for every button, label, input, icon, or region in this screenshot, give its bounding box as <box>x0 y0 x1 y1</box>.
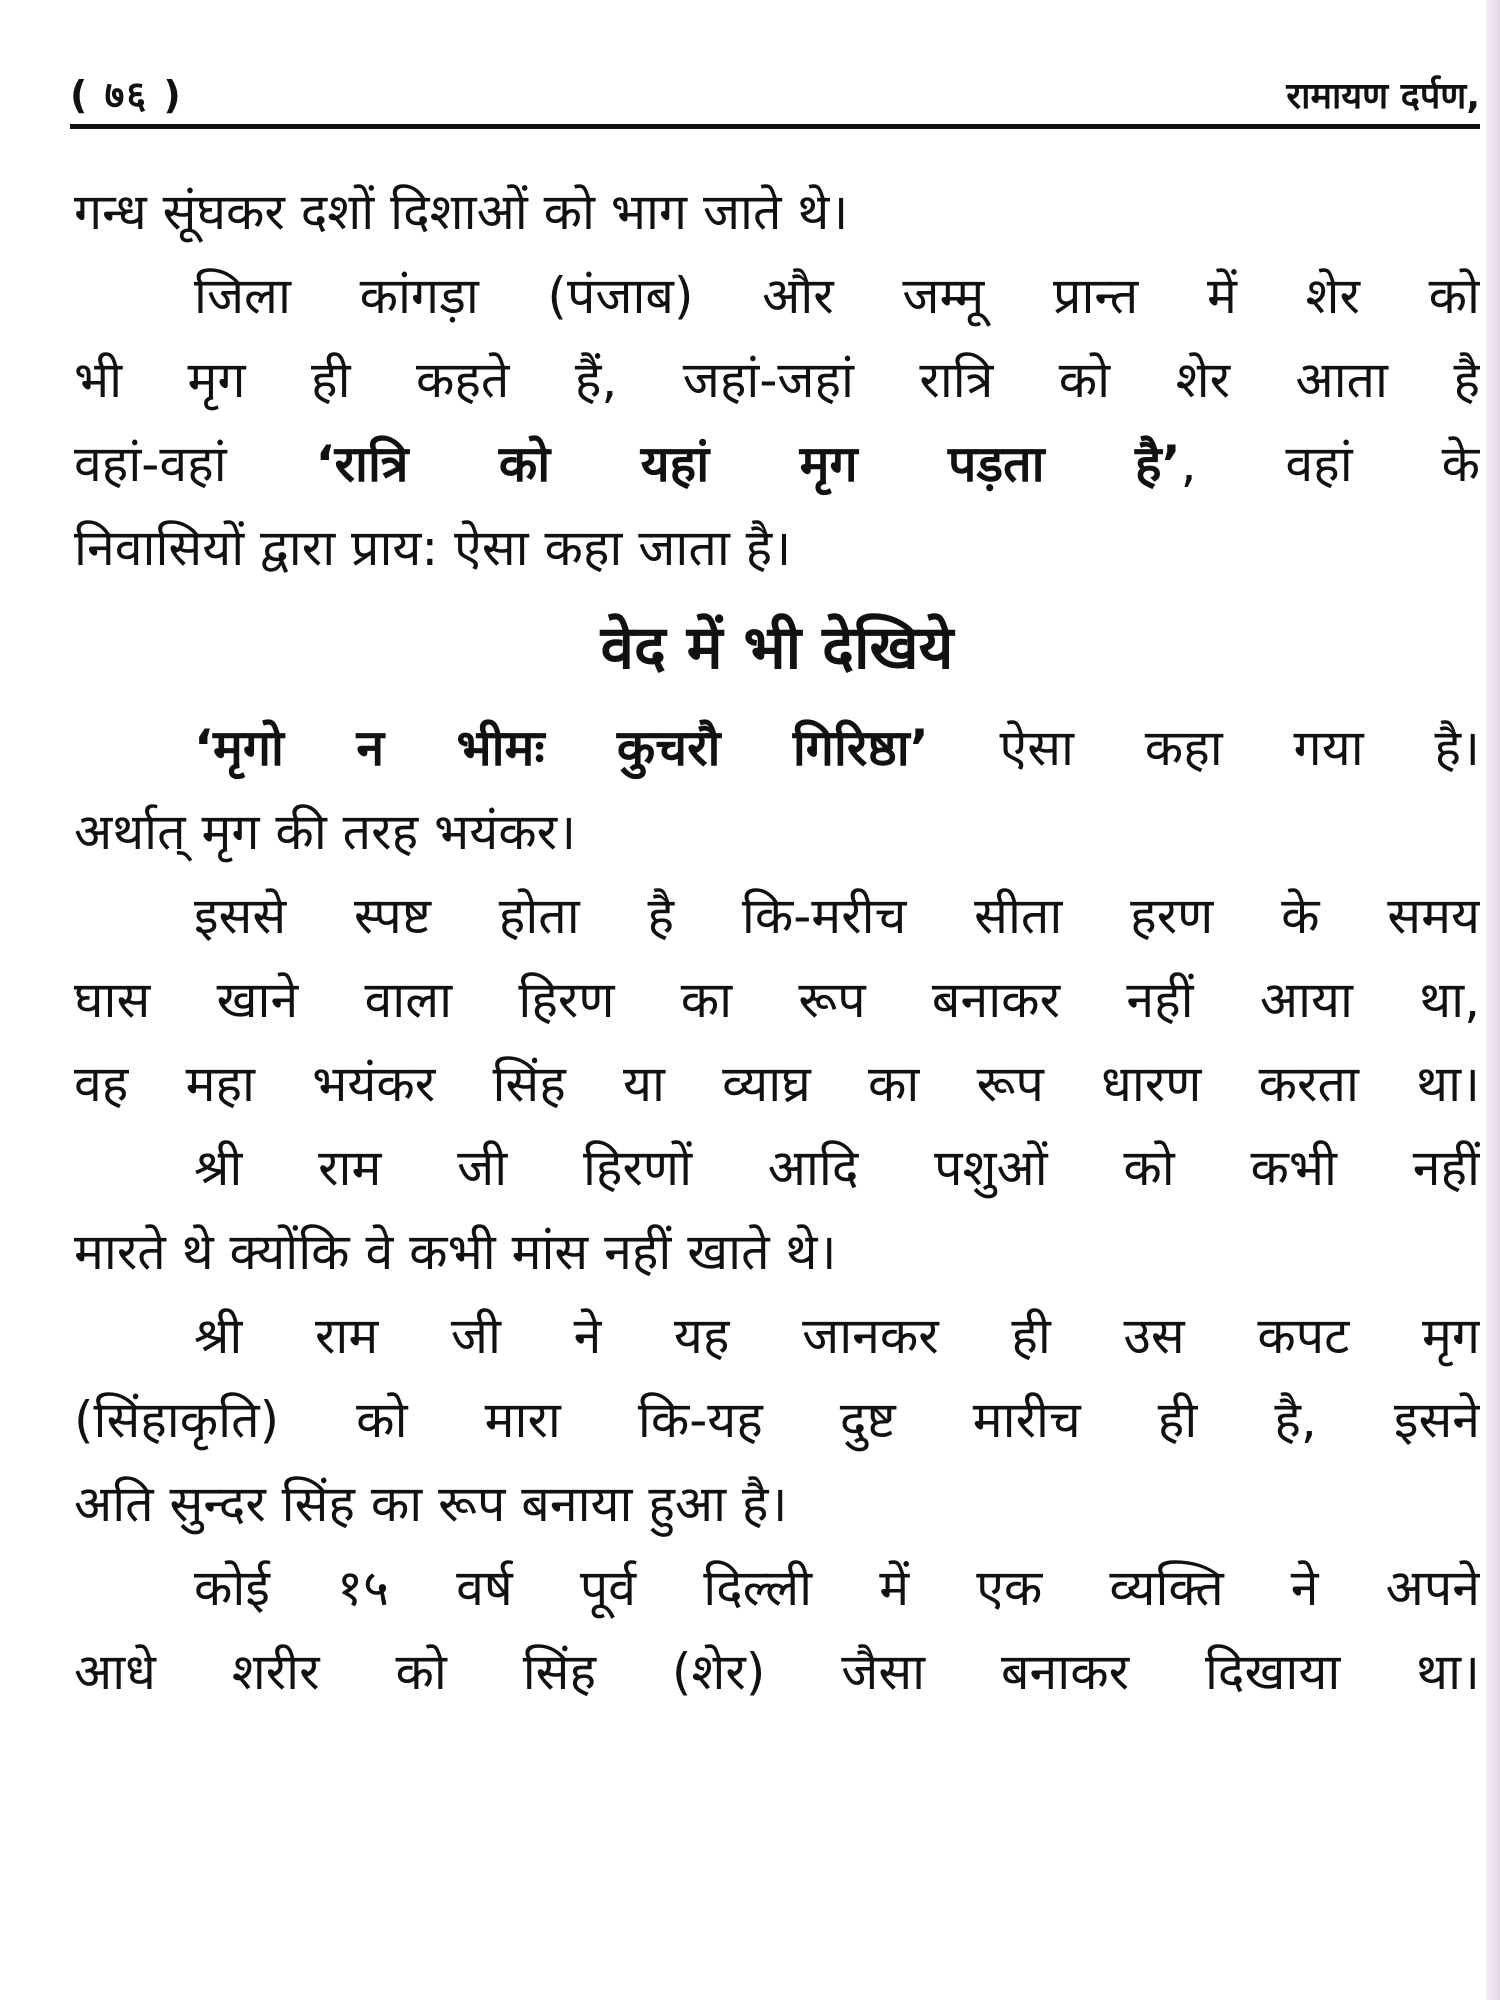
text-line: श्री राम जी ने यह जानकर ही उस कपट मृग <box>194 1307 1480 1365</box>
text-span: , वहां के <box>1180 435 1480 493</box>
text-line: कोई १५ वर्ष पूर्व दिल्ली में एक व्यक्ति ने अपने <box>194 1559 1480 1617</box>
text-span: ऐसा कहा गया है। <box>928 719 1480 777</box>
running-title: रामायण दर्पण, <box>1286 76 1480 117</box>
text-line: मारते थे क्योंकि वे कभी मांस नहीं खाते थे। <box>74 1223 837 1281</box>
text-line: श्री राम जी हिरणों आदि पशुओं को कभी नहीं <box>194 1139 1480 1197</box>
text-line: गन्ध सूंघकर दशों दिशाओं को भाग जाते थे। <box>74 183 849 241</box>
text-line: अर्थात् मृग की तरह भयंकर। <box>74 803 577 861</box>
page-edge-tint <box>1486 0 1500 2000</box>
text-line <box>74 422 1480 506</box>
quoted-phrase: ‘रात्रि को यहां मृग पड़ता है’ <box>315 435 1181 493</box>
text-line: भी मृग ही कहते हैं, जहां-जहां रात्रि को शेर आता है <box>74 351 1480 409</box>
text-line: (सिंहाकृति) को मारा कि-यह दुष्ट मारीच ही है, इसने <box>74 1391 1480 1449</box>
text-line <box>74 706 1480 790</box>
text-line: जिला कांगड़ा (पंजाब) और जम्मू प्रान्त में शेर को <box>194 267 1480 325</box>
header-rule <box>70 124 1480 129</box>
text-line: आधे शरीर को सिंह (शेर) जैसा बनाकर दिखाया था। <box>74 1643 1480 1701</box>
text-line: वह महा भयंकर सिंह या व्याघ्र का रूप धारण करता था। <box>74 1055 1480 1113</box>
body-text <box>74 170 1480 1714</box>
text-line: इससे स्पष्ट होता है कि-मरीच सीता हरण के समय <box>194 887 1480 945</box>
text-line: निवासियों द्वारा प्राय: ऐसा कहा जाता है। <box>74 519 792 577</box>
page-header <box>70 68 1480 128</box>
section-heading: वेद में भी देखिये <box>600 613 954 683</box>
page-number: ( ७६ ) <box>70 73 183 117</box>
text-line: घास खाने वाला हिरण का रूप बनाकर नहीं आया था, <box>74 971 1480 1029</box>
text-line: अति सुन्दर सिंह का रूप बनाया हुआ है। <box>74 1475 788 1533</box>
vedic-quote: ‘मृगो न भीमः कुचरौ गिरिष्ठा’ <box>194 719 929 777</box>
text-span: वहां-वहां <box>74 435 316 493</box>
